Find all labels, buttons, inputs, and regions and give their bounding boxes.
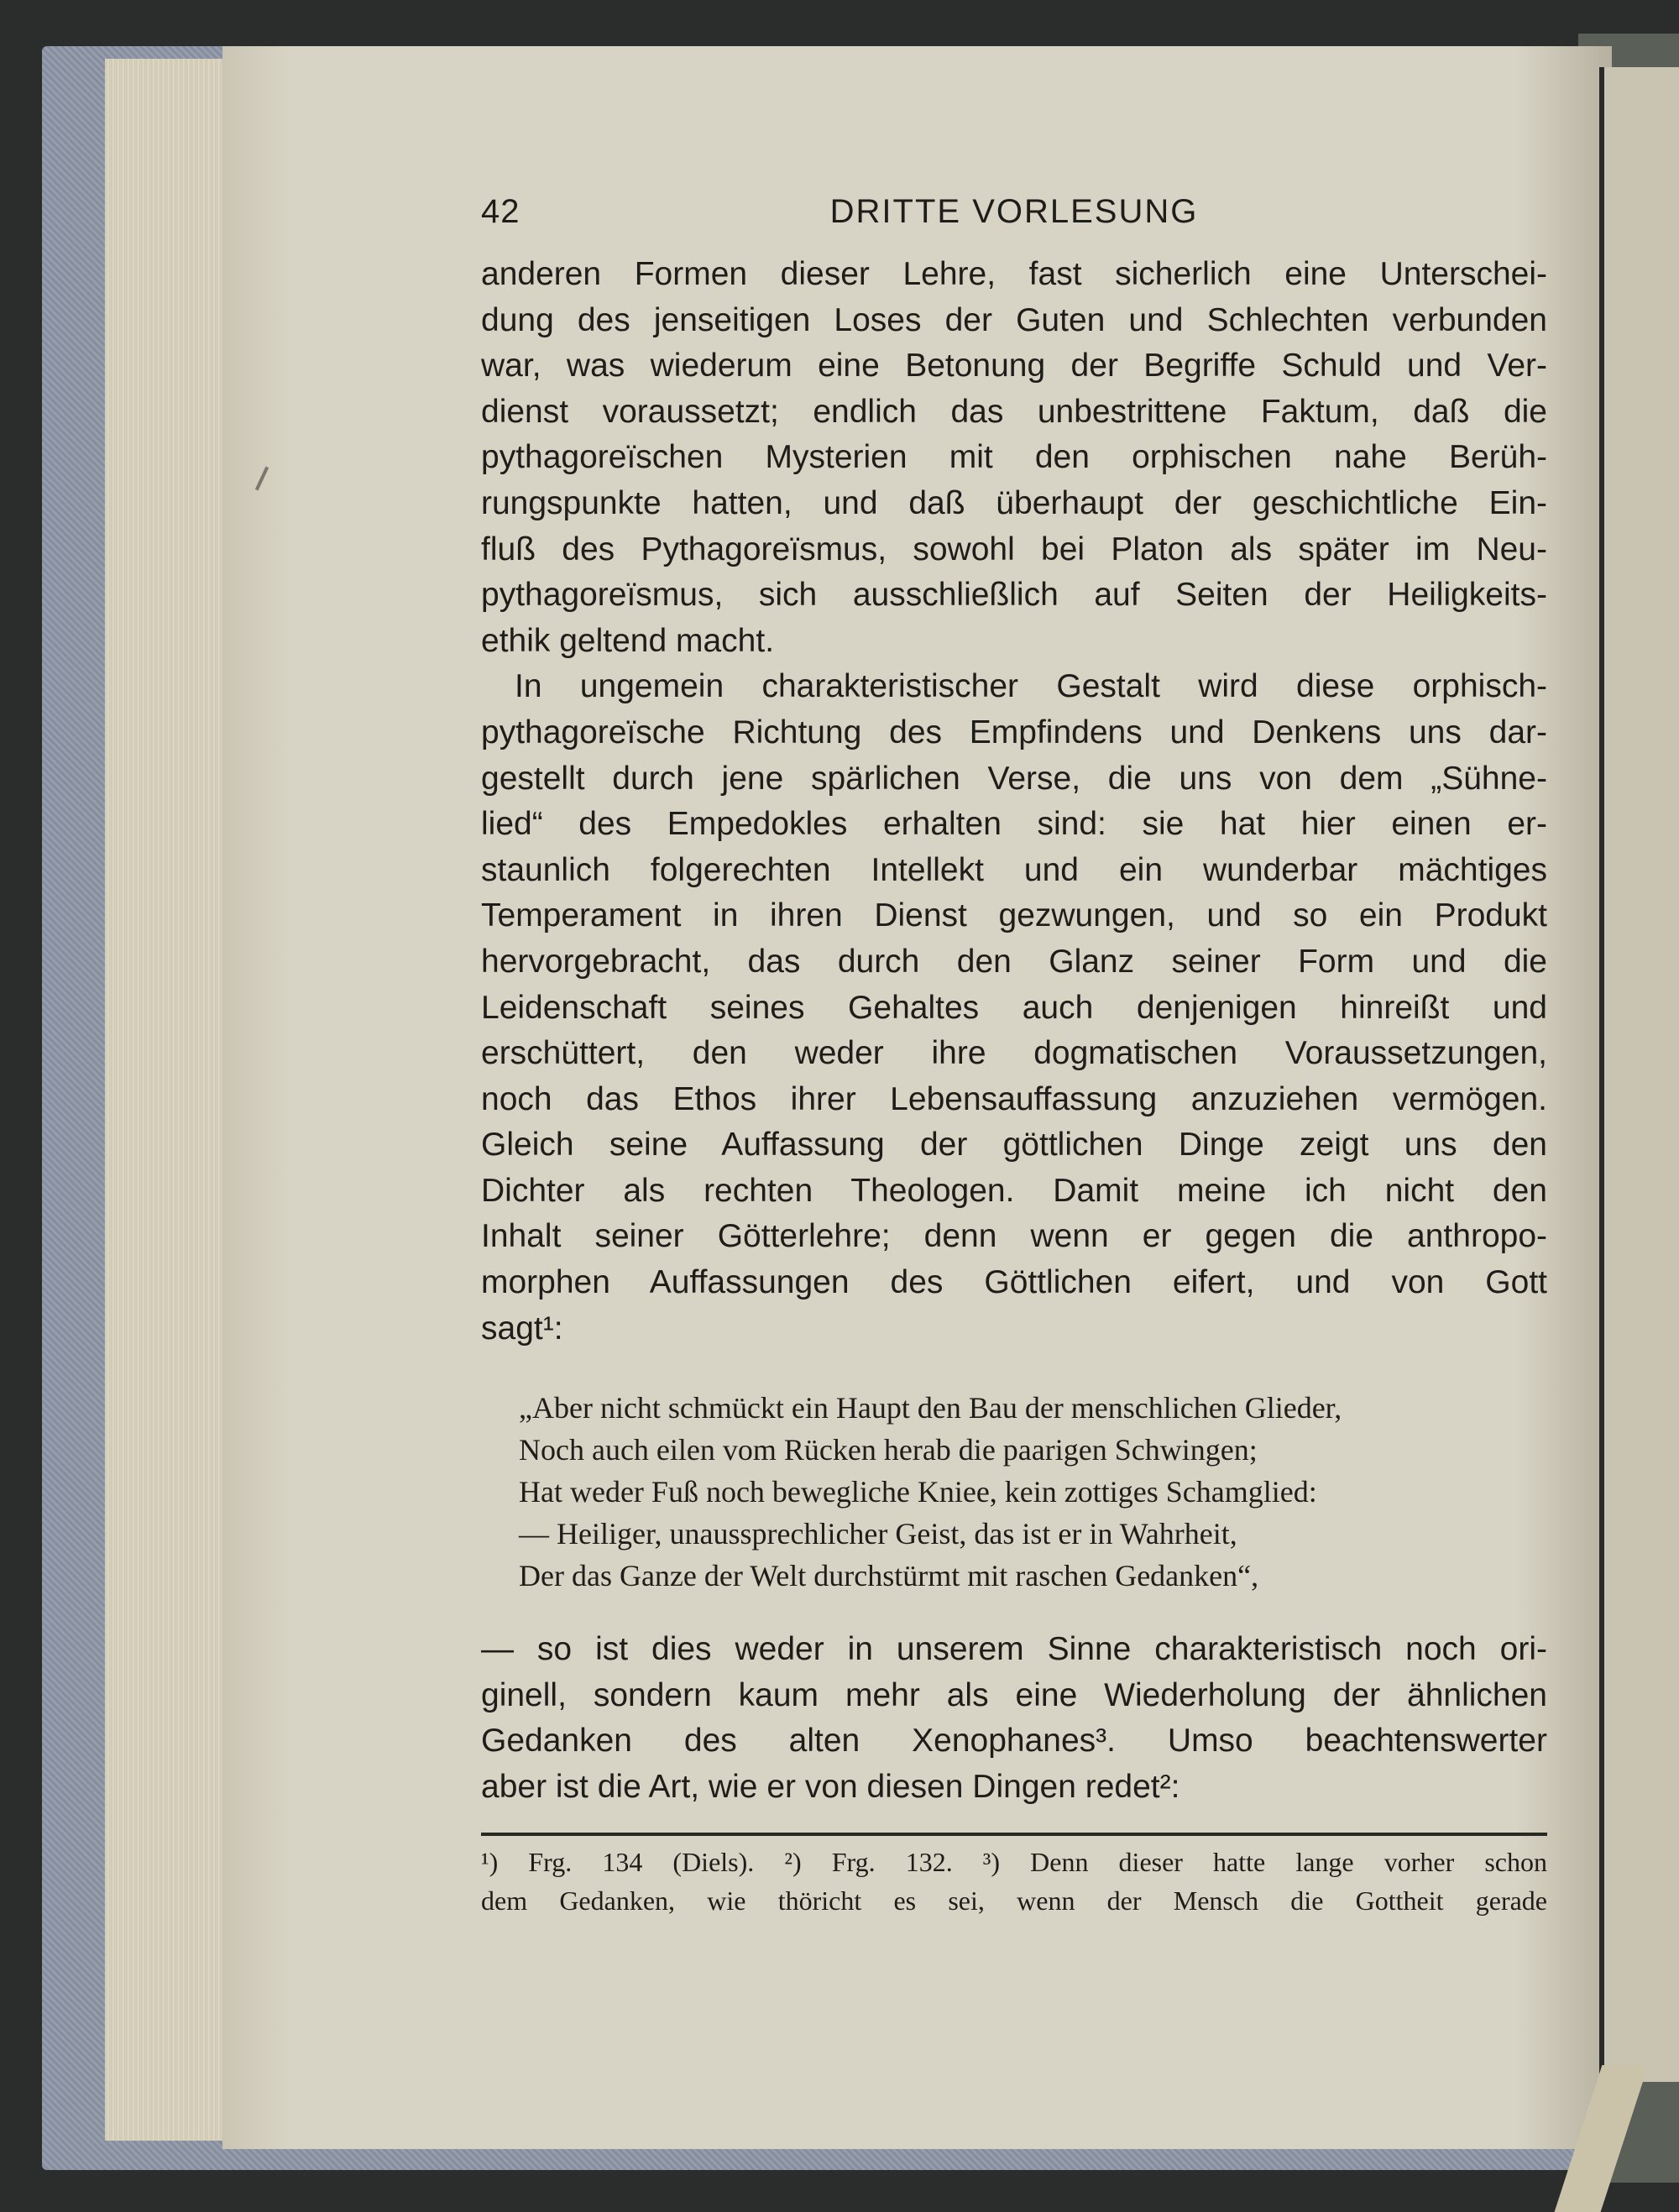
verse-quotation	[481, 1387, 1547, 1597]
verse-line: Noch auch eilen vom Rücken herab die paarigen Schwingen;	[519, 1433, 1258, 1467]
verse-line: „Aber nicht schmückt ein Haupt den Bau der menschlichen Glieder,	[519, 1391, 1342, 1425]
footnotes	[481, 1843, 1547, 1920]
text-line: dienst voraussetzt; endlich das unbestrittene Faktum, daß die	[481, 393, 1547, 430]
text-line: Gleich seine Auffassung der göttlichen Dinge zeigt uns den	[481, 1127, 1547, 1164]
page-number: 42	[481, 193, 520, 230]
text-line: gestellt durch jene spärlichen Verse, die uns von dem „Sühne-	[481, 760, 1547, 797]
text-line: ginell, sondern kaum mehr als eine Wiederholung der ähnlichen	[481, 1676, 1547, 1713]
text-line: morphen Auffassungen des Göttlichen eifert, und von Gott	[481, 1264, 1547, 1301]
verse-line: Der das Ganze der Welt durchstürmt mit raschen Gedanken“,	[519, 1559, 1259, 1593]
text-line: fluß des Pythagoreïsmus, sowohl bei Platon als später im Neu-	[481, 531, 1547, 567]
text-line: erschüttert, den weder ihre dogmatischen Voraussetzungen,	[481, 1035, 1547, 1072]
footnote-line: ¹) Frg. 134 (Diels). ²) Frg. 132. ³) Denn dieser hatte lange vorher schon	[481, 1846, 1547, 1877]
text-line: lied“ des Empedokles erhalten sind: sie hat hier einen er-	[481, 806, 1547, 843]
verse-line: Hat weder Fuß noch bewegliche Kniee, kein zottiges Schamglied:	[519, 1475, 1317, 1509]
page-text	[481, 193, 1547, 1920]
text-line: pythagoreïschen Mysterien mit den orphischen nahe Berüh-	[481, 439, 1547, 476]
paragraph-1	[481, 252, 1547, 664]
footnote-rule	[481, 1833, 1547, 1836]
verse-line: — Heiliger, unaussprechlicher Geist, das ist er in Wahrheit,	[519, 1517, 1237, 1551]
text-line: ethik geltend macht.	[481, 622, 775, 659]
facing-page-edge	[1599, 67, 1679, 2082]
text-line: staunlich folgerechten Intellekt und ein wunderbar mächtiges	[481, 851, 1547, 888]
text-line: pythagoreïsche Richtung des Empfindens und Denkens uns dar-	[481, 714, 1547, 750]
text-line: aber ist die Art, wie er von diesen Dingen redet²:	[481, 1769, 1180, 1806]
text-line: dung des jenseitigen Loses der Guten und Schlechten verbunden	[481, 301, 1547, 338]
text-line: Leidenschaft seines Gehaltes auch denjenigen hinreißt und	[481, 989, 1547, 1026]
text-line: In ungemein charakteristischer Gestalt wird diese orphisch-	[515, 668, 1547, 705]
page-header	[481, 193, 1547, 252]
text-line: — so ist dies weder in unserem Sinne charakteristisch noch ori-	[481, 1631, 1547, 1668]
text-line: Inhalt seiner Götterlehre; denn wenn er gegen die anthropo-	[481, 1218, 1547, 1255]
text-line: Gedanken des alten Xenophanes³. Umso beachtenswerter	[481, 1723, 1547, 1760]
paragraph-3	[481, 1627, 1547, 1810]
text-line: pythagoreïsmus, sich ausschließlich auf Seiten der Heiligkeits-	[481, 577, 1547, 614]
text-line: war, was wiederum eine Betonung der Begriffe Schuld und Ver-	[481, 348, 1547, 384]
text-line: sagt¹:	[481, 1310, 563, 1347]
text-line: noch das Ethos ihrer Lebensauffassung anzuziehen vermögen.	[481, 1080, 1547, 1117]
page-edges	[105, 59, 239, 2141]
running-head: DRITTE VORLESUNG	[829, 193, 1199, 230]
text-line: Dichter als rechten Theologen. Damit meine ich nicht den	[481, 1172, 1547, 1209]
text-line: Temperament in ihren Dienst gezwungen, und so ein Produkt	[481, 897, 1547, 934]
text-line: anderen Formen dieser Lehre, fast sicherlich eine Unterschei-	[481, 256, 1547, 292]
paragraph-2	[481, 664, 1547, 1352]
text-line: hervorgebracht, das durch den Glanz seiner Form und die	[481, 943, 1547, 980]
text-line: rungspunkte hatten, und daß überhaupt der geschichtliche Ein-	[481, 484, 1547, 521]
footnote-line: dem Gedanken, wie thöricht es sei, wenn der Mensch die Gottheit gerade	[481, 1885, 1547, 1916]
